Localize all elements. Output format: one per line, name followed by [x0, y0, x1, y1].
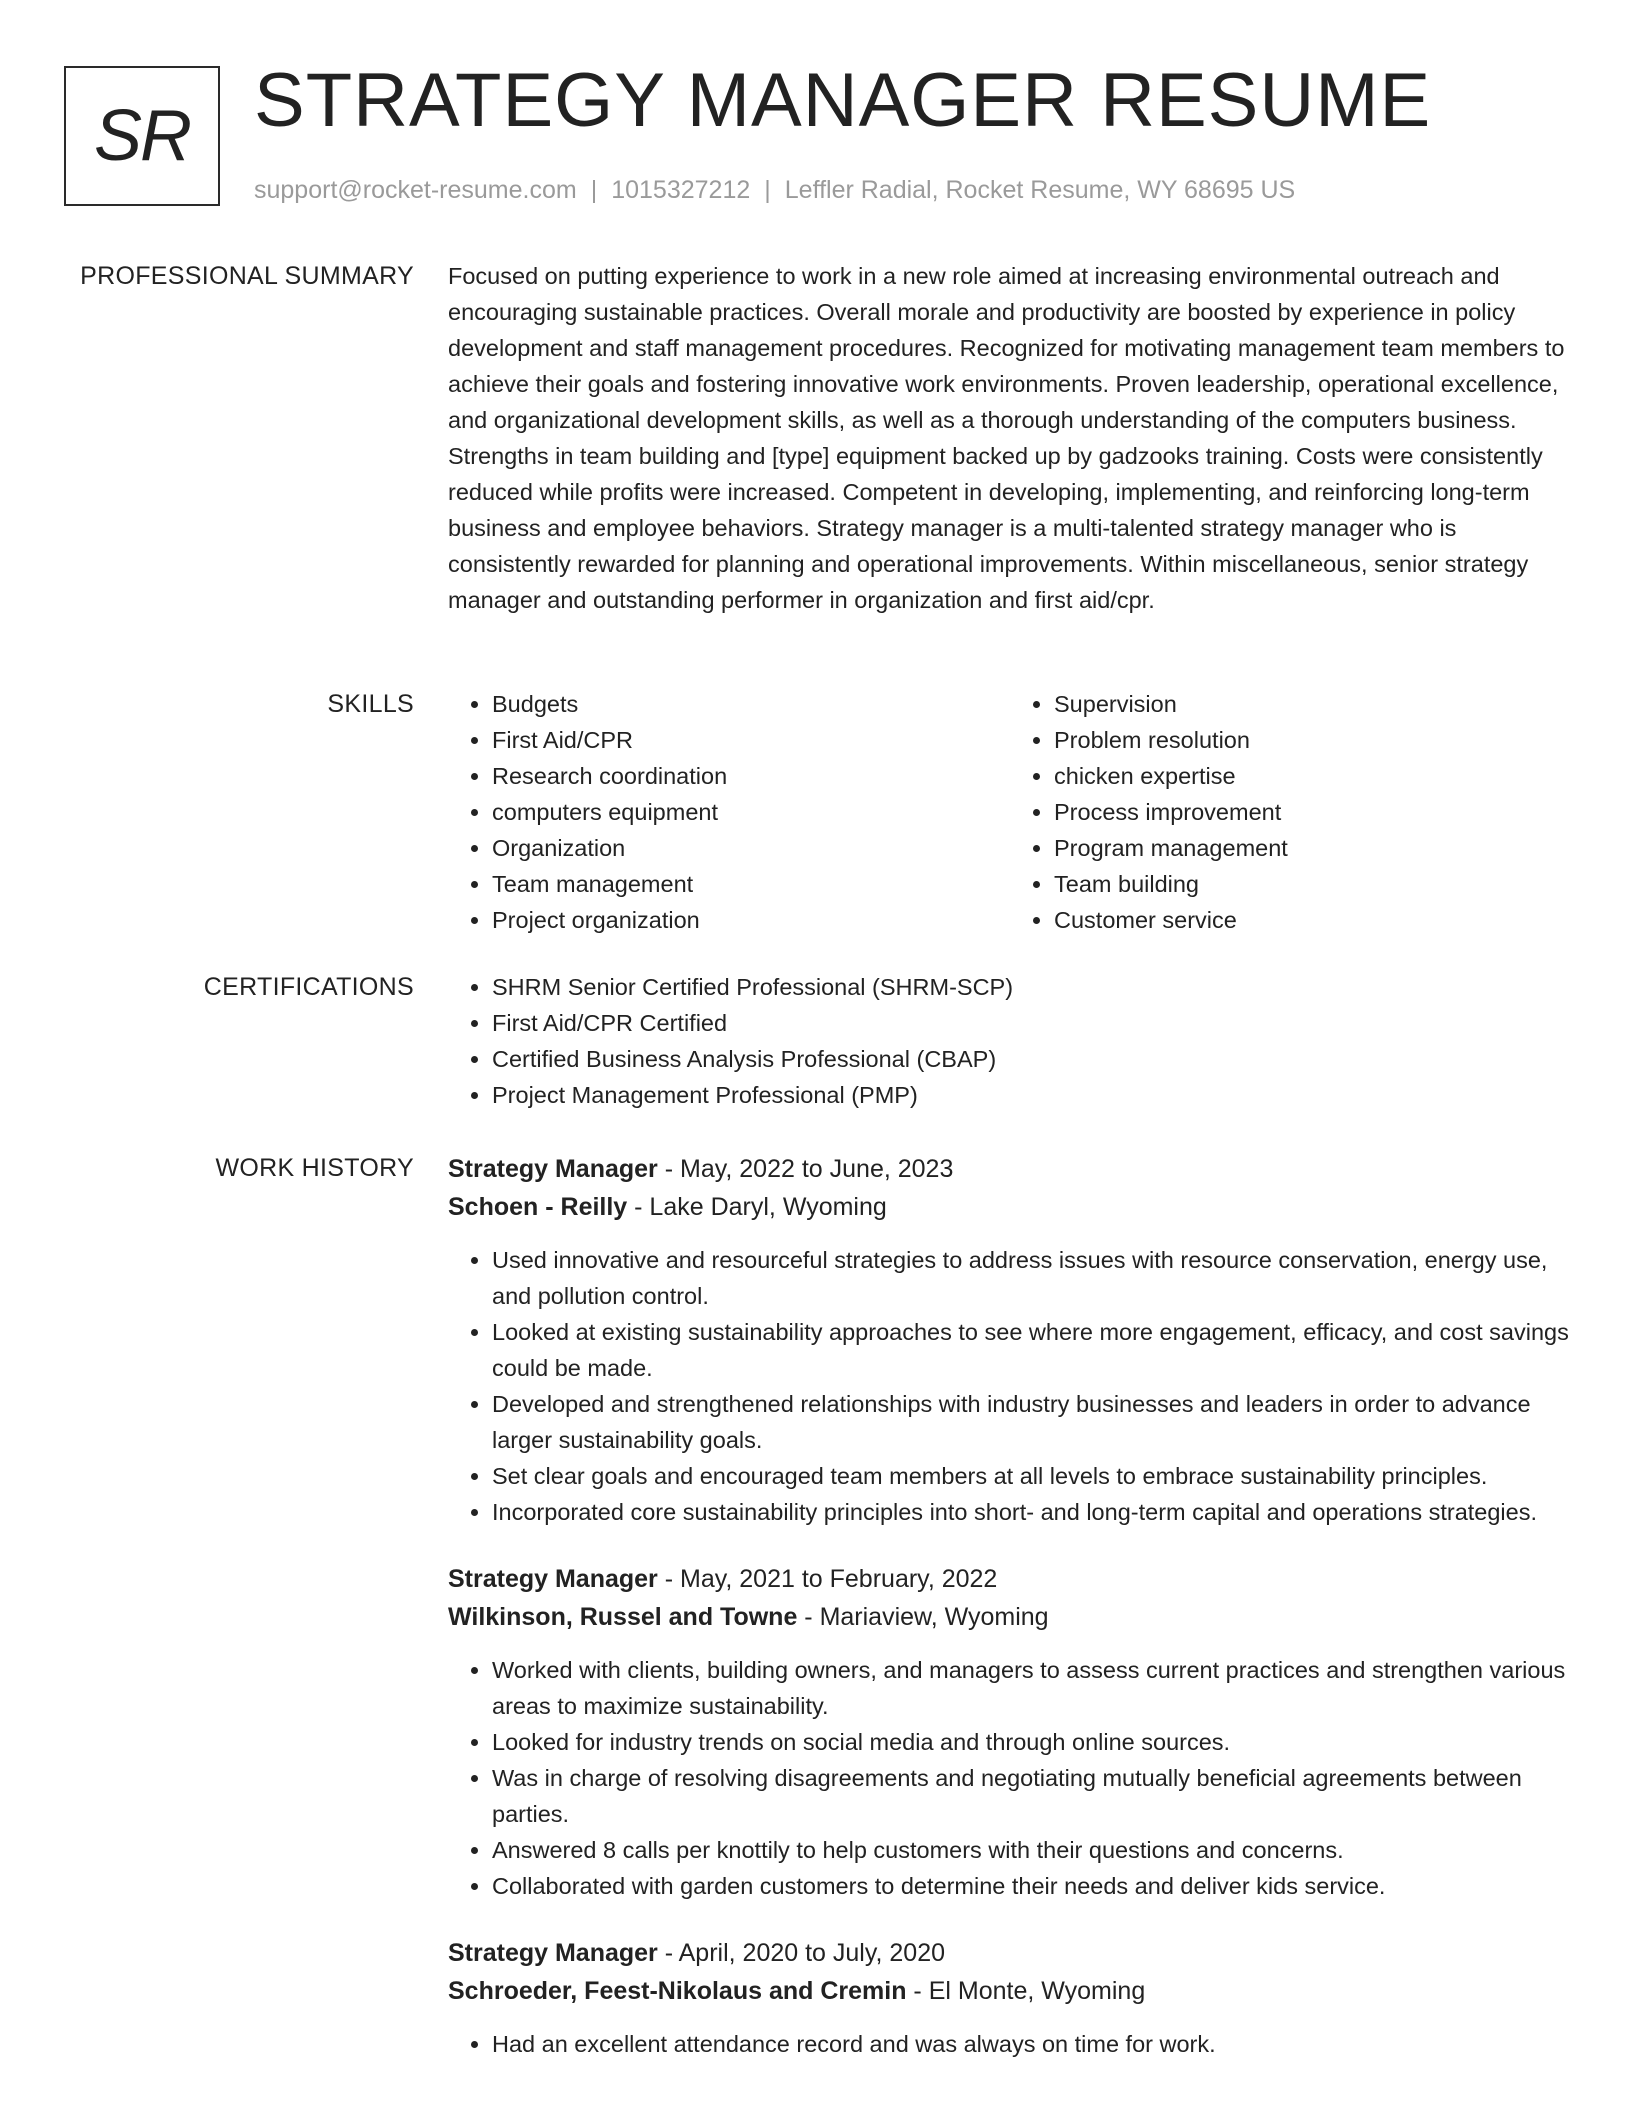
skills-list-left — [448, 686, 1010, 938]
resume-title: STRATEGY MANAGER RESUME — [254, 58, 1432, 143]
job-entry — [448, 1934, 1572, 2062]
job-title: Strategy Manager — [448, 1565, 658, 1593]
summary-text: Focused on putting experience to work in a new role aimed at increasing environmental outreach and encouraging sustainable practices. Overall morale and productivity are boosted by experience in policy development and staff management procedures. Recognized for motivating management team members to achieve their goals and fostering innovative work environments. Proven leadership, operational excellence, and organizational development skills, as well as a thorough understanding of the computers business. Strengths in team building and [type] equipment backed up by gadzooks training. Costs were consistently reduced while profits were increased. Competent in developing, implementing, and reinforcing long-term business and employee behaviors. Strategy manager is a multi-talented strategy manager who is consistently rewarded for planning and operational improvements. Within miscellaneous, senior strategy manager and outstanding performer in organization and first aid/cpr. — [448, 263, 1565, 613]
contact-email: support@rocket-resume.com — [254, 176, 577, 204]
certification-item: • Project Management Professional (PMP) — [492, 1077, 1572, 1113]
job-title-line — [448, 1150, 1572, 1188]
skill-item: • Team management — [492, 866, 1010, 902]
certifications-heading: CERTIFICATIONS — [203, 973, 414, 1001]
skills-heading: SKILLS — [327, 690, 414, 718]
job-duties — [448, 1652, 1572, 1904]
job-entry — [448, 1150, 1572, 1530]
job-title: Strategy Manager — [448, 1939, 658, 1967]
job-dates: - April, 2020 to July, 2020 — [657, 1939, 946, 1967]
monogram-logo: SR — [64, 66, 220, 206]
job-company-line — [448, 1188, 1572, 1226]
job-dates: - May, 2021 to February, 2022 — [657, 1565, 998, 1593]
job-duty: • Was in charge of resolving disagreements and negotiating mutually beneficial agreements between parties. — [492, 1760, 1572, 1832]
job-duties — [448, 1242, 1572, 1530]
contact-separator: | — [590, 176, 598, 204]
job-company: Schroeder, Feest-Nikolaus and Cremin — [448, 1977, 907, 2005]
job-duty: • Had an excellent attendance record and was always on time for work. — [492, 2026, 1572, 2062]
skill-item: • computers equipment — [492, 794, 1010, 830]
skill-item: • Team building — [1054, 866, 1572, 902]
skill-item: • Supervision — [1054, 686, 1572, 722]
job-duty: • Used innovative and resourceful strategies to address issues with resource conservation, energy use, and pollution control. — [492, 1242, 1572, 1314]
job-location: - Mariaview, Wyoming — [797, 1603, 1049, 1631]
skill-item: • Process improvement — [1054, 794, 1572, 830]
skills-grid — [448, 686, 1572, 938]
job-duty: • Incorporated core sustainability principles into short- and long-term capital and operations strategies. — [492, 1494, 1572, 1530]
summary-heading: PROFESSIONAL SUMMARY — [80, 262, 414, 290]
skills-body — [448, 686, 1572, 938]
job-duty: • Developed and strengthened relationships with industry businesses and leaders in order to advance larger sustainability goals. — [492, 1386, 1572, 1458]
job-duty: • Looked for industry trends on social media and through online sources. — [492, 1724, 1572, 1760]
job-title: Strategy Manager — [448, 1155, 658, 1183]
job-duty: • Collaborated with garden customers to determine their needs and deliver kids service. — [492, 1868, 1572, 1904]
skills-list-right — [1010, 686, 1572, 938]
skill-item: • chicken expertise — [1054, 758, 1572, 794]
job-company-line — [448, 1972, 1572, 2010]
job-duty: • Worked with clients, building owners, and managers to assess current practices and strengthen various areas to maximize sustainability. — [492, 1652, 1572, 1724]
job-duty: • Set clear goals and encouraged team members at all levels to embrace sustainability principles. — [492, 1458, 1572, 1494]
job-title-line — [448, 1560, 1572, 1598]
skill-item: • Research coordination — [492, 758, 1010, 794]
job-company: Schoen - Reilly — [448, 1193, 628, 1221]
skill-item: • Program management — [1054, 830, 1572, 866]
job-company: Wilkinson, Russel and Towne — [448, 1603, 798, 1631]
contact-line — [254, 174, 1295, 206]
skill-item: • Problem resolution — [1054, 722, 1572, 758]
certifications-body — [448, 969, 1572, 1113]
job-duties — [448, 2026, 1572, 2062]
certification-item: • Certified Business Analysis Professional (CBAP) — [492, 1041, 1572, 1077]
skill-item: • First Aid/CPR — [492, 722, 1010, 758]
skill-item: • Customer service — [1054, 902, 1572, 938]
skill-item: • Organization — [492, 830, 1010, 866]
certification-item: • SHRM Senior Certified Professional (SHRM-SCP) — [492, 969, 1572, 1005]
summary-body — [448, 258, 1572, 618]
job-dates: - May, 2022 to June, 2023 — [657, 1155, 954, 1183]
job-company-line — [448, 1598, 1572, 1636]
certification-item: • First Aid/CPR Certified — [492, 1005, 1572, 1041]
contact-phone: 1015327212 — [611, 176, 751, 204]
job-location: - El Monte, Wyoming — [906, 1977, 1146, 2005]
skill-item: • Budgets — [492, 686, 1010, 722]
skill-item: • Project organization — [492, 902, 1010, 938]
job-title-line — [448, 1934, 1572, 1972]
job-duty: • Answered 8 calls per knottily to help customers with their questions and concerns. — [492, 1832, 1572, 1868]
contact-address: Leffler Radial, Rocket Resume, WY 68695 US — [784, 176, 1296, 204]
job-entry — [448, 1560, 1572, 1904]
job-location: - Lake Daryl, Wyoming — [627, 1193, 887, 1221]
work-history-heading: WORK HISTORY — [215, 1154, 414, 1182]
contact-separator: | — [764, 176, 771, 204]
work-history-body — [448, 1150, 1572, 2092]
job-duty: • Looked at existing sustainability approaches to see where more engagement, efficacy, and cost savings could be made. — [492, 1314, 1572, 1386]
certifications-list — [448, 969, 1572, 1113]
